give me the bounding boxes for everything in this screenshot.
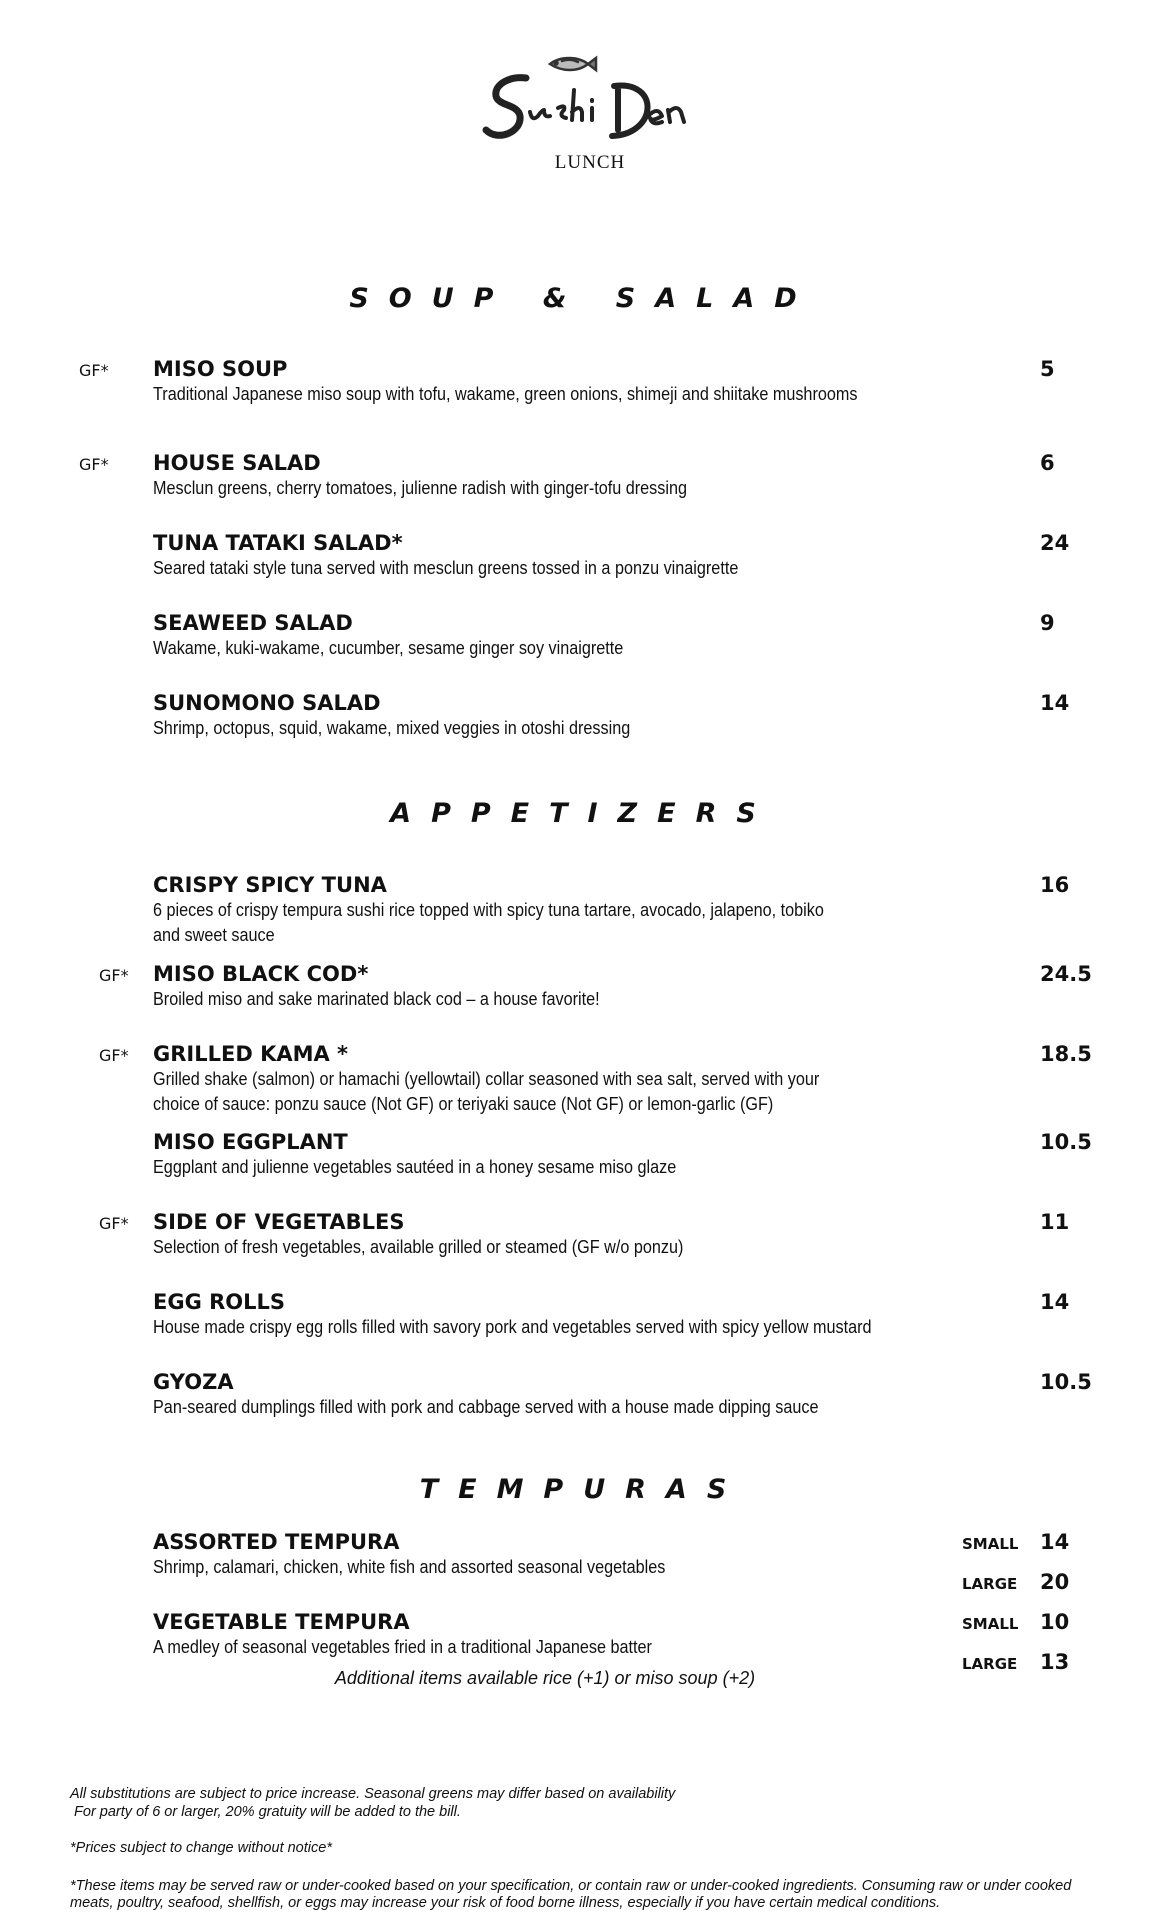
- item-price: 24: [1040, 531, 1070, 555]
- item-price: 9: [1040, 611, 1055, 635]
- gf-badge: GF*: [99, 1046, 129, 1065]
- menu-item-seaweed-salad: [153, 610, 953, 661]
- menu-item-grilled-kama: [153, 1041, 953, 1117]
- size-label-large: LARGE: [962, 1655, 1018, 1673]
- item-description: Selection of fresh vegetables, available grilled or steamed (GF w/o ponzu): [153, 1237, 684, 1257]
- menu-item-miso-soup: [153, 356, 953, 407]
- menu-item-miso-black-cod: [153, 961, 953, 1012]
- item-price: 16: [1040, 873, 1070, 897]
- item-price: 24.5: [1040, 962, 1092, 986]
- item-price-small: 10: [1040, 1610, 1070, 1634]
- footer-raw-warning: *These items may be served raw or under-cooked based on your specification, or contain raw or under-cooked ingredients. Consuming raw or under cooked meats, poultry, seafood, shellfish, or eggs may increase your risk of food borne illness, especially if you have certain medical conditions.: [70, 1878, 1072, 1911]
- menu-item-vegetable-tempura: [153, 1609, 953, 1660]
- item-name: ASSORTED TEMPURA: [153, 1530, 400, 1554]
- item-description: Broiled miso and sake marinated black cod – a house favorite!: [153, 989, 600, 1009]
- item-name: EGG ROLLS: [153, 1290, 286, 1314]
- item-name: MISO SOUP: [153, 357, 288, 381]
- item-name: MISO EGGPLANT: [153, 1130, 348, 1154]
- item-price-small: 14: [1040, 1530, 1070, 1554]
- gf-badge: GF*: [99, 966, 129, 985]
- item-price: 18.5: [1040, 1042, 1092, 1066]
- menu-item-egg-rolls: [153, 1289, 953, 1340]
- item-description: Traditional Japanese miso soup with tofu, wakame, green onions, shimeji and shiitake mushrooms: [153, 384, 858, 404]
- item-description: Wakame, kuki-wakame, cucumber, sesame ginger soy vinaigrette: [153, 638, 624, 658]
- item-price: 5: [1040, 357, 1055, 381]
- item-name: SIDE OF VEGETABLES: [153, 1210, 405, 1234]
- item-price: 10.5: [1040, 1370, 1092, 1394]
- sushi-den-logo-icon: [480, 50, 700, 150]
- item-name: VEGETABLE TEMPURA: [153, 1610, 410, 1634]
- item-description: House made crispy egg rolls filled with savory pork and vegetables served with spicy yellow mustard: [153, 1317, 872, 1337]
- footer-prices-note: *Prices subject to change without notice*: [70, 1840, 332, 1856]
- menu-item-side-of-vegetables: [153, 1209, 953, 1260]
- item-name: HOUSE SALAD: [153, 451, 321, 475]
- item-description: Shrimp, calamari, chicken, white fish and assorted seasonal vegetables: [153, 1557, 666, 1577]
- section-title-appetizers: APPETIZERS: [390, 798, 776, 829]
- item-name: GRILLED KAMA *: [153, 1042, 349, 1066]
- item-description: Pan-seared dumplings filled with pork and cabbage served with a house made dipping sauce: [153, 1397, 819, 1417]
- item-name: TUNA TATAKI SALAD*: [153, 531, 403, 555]
- item-name: CRISPY SPICY TUNA: [153, 873, 387, 897]
- menu-item-house-salad: [153, 450, 953, 501]
- size-label-large: LARGE: [962, 1575, 1018, 1593]
- item-name: SEAWEED SALAD: [153, 611, 353, 635]
- menu-subtitle: LUNCH: [554, 152, 626, 173]
- menu-item-sunomono-salad: [153, 690, 953, 741]
- additional-items-note: Additional items available rice (+1) or miso soup (+2): [334, 1668, 756, 1688]
- item-name: SUNOMONO SALAD: [153, 691, 381, 715]
- section-title-tempuras: TEMPURAS: [419, 1474, 747, 1505]
- menu-item-tuna-tataki-salad: [153, 530, 953, 581]
- item-price-large: 13: [1040, 1650, 1070, 1674]
- menu-item-assorted-tempura: [153, 1529, 953, 1580]
- menu-item-miso-eggplant: [153, 1129, 953, 1180]
- item-description: Eggplant and julienne vegetables sautéed in a honey sesame miso glaze: [153, 1157, 677, 1177]
- gf-badge: GF*: [79, 455, 109, 474]
- item-price: 6: [1040, 451, 1055, 475]
- menu-item-crispy-spicy-tuna: [153, 872, 953, 948]
- item-name: MISO BLACK COD*: [153, 962, 369, 986]
- item-price: 14: [1040, 1290, 1070, 1314]
- item-description: Mesclun greens, cherry tomatoes, julienne radish with ginger-tofu dressing: [153, 478, 687, 498]
- item-description: A medley of seasonal vegetables fried in a traditional Japanese batter: [153, 1637, 652, 1657]
- gf-badge: GF*: [99, 1214, 129, 1233]
- footer-substitutions: All substitutions are subject to price increase. Seasonal greens may differ based on availability: [70, 1786, 676, 1802]
- item-description: Seared tataki style tuna served with mesclun greens tossed in a ponzu vinaigrette: [153, 558, 739, 578]
- item-description: Grilled shake (salmon) or hamachi (yellowtail) collar seasoned with sea salt, served with your choice of sauce: ponzu sauce (Not GF) or teriyaki sauce (Not GF) or lemon-garlic (GF): [153, 1069, 820, 1114]
- item-description: Shrimp, octopus, squid, wakame, mixed veggies in otoshi dressing: [153, 718, 631, 738]
- section-title-soup-salad: SOUP & SALAD: [349, 283, 817, 314]
- item-price: 11: [1040, 1210, 1070, 1234]
- item-price: 14: [1040, 691, 1070, 715]
- item-description: 6 pieces of crispy tempura sushi rice topped with spicy tuna tartare, avocado, jalapeno, tobiko and sweet sauce: [153, 900, 824, 945]
- item-name: GYOZA: [153, 1370, 234, 1394]
- gf-badge: GF*: [79, 361, 109, 380]
- footer-gratuity: For party of 6 or larger, 20% gratuity will be added to the bill.: [70, 1804, 461, 1820]
- size-label-small: SMALL: [962, 1615, 1019, 1633]
- item-price: 10.5: [1040, 1130, 1092, 1154]
- logo: [480, 50, 700, 173]
- size-label-small: SMALL: [962, 1535, 1019, 1553]
- item-price-large: 20: [1040, 1570, 1070, 1594]
- menu-item-gyoza: [153, 1369, 953, 1420]
